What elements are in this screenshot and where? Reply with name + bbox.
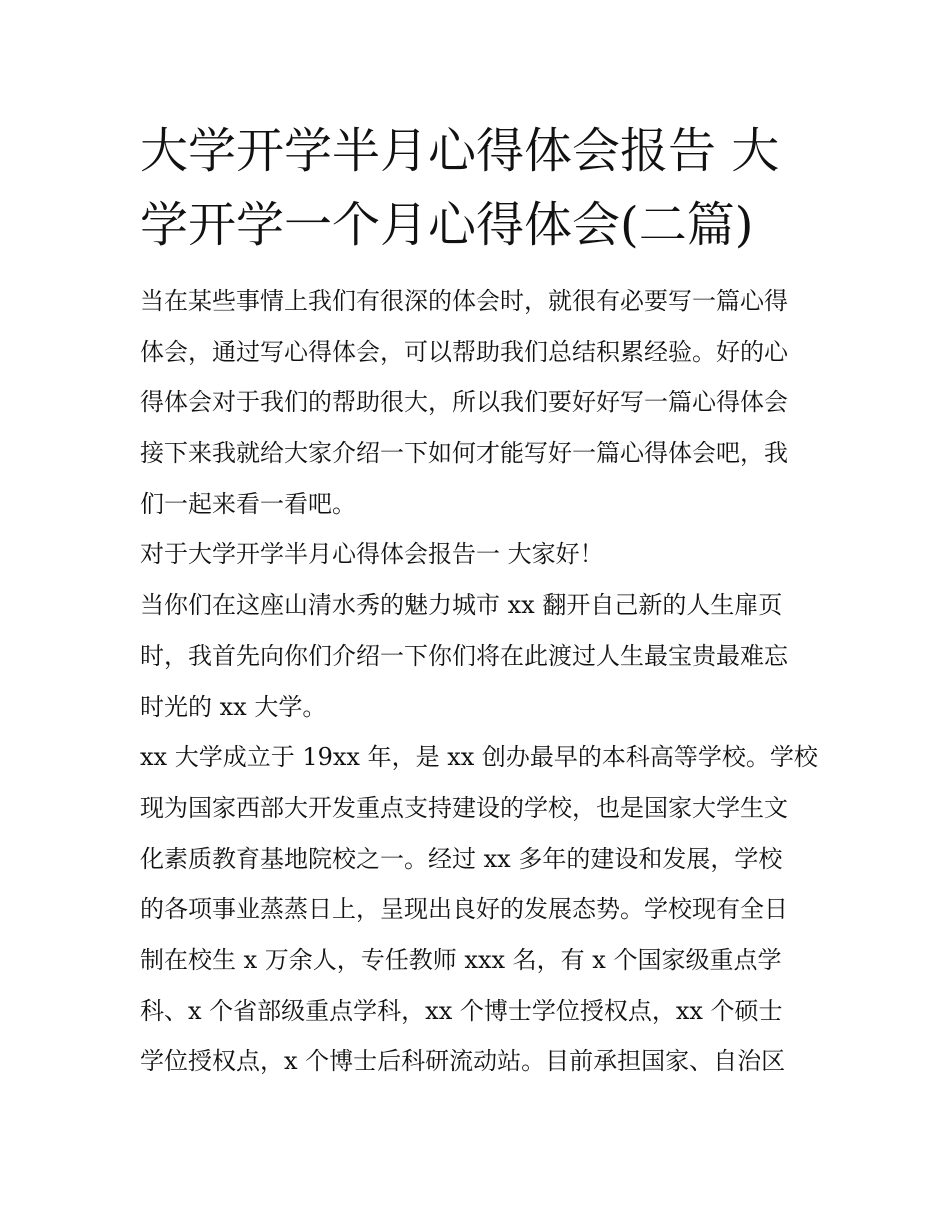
document-title xyxy=(140,114,815,262)
body-line-15: 科、x 个省部级重点学科，xx 个博士学位授权点，xx 个硕士 xyxy=(140,997,783,1025)
body-line-1: 当在某些事情上我们有很深的体会时，就很有必要写一篇心得 xyxy=(140,287,788,315)
body-line-6: 对于大学开学半月心得体会报告一 大家好！ xyxy=(140,540,604,568)
body-line-14: 制在校生 x 万余人，专任教师 xxx 名，有 x 个国家级重点学 xyxy=(140,946,782,974)
title-line-2: 学开学一个月心得体会(二篇) xyxy=(140,197,754,253)
body-line-3: 得体会对于我们的帮助很大，所以我们要好好写一篇心得体会 xyxy=(140,388,788,416)
body-line-5: 们一起来看一看吧。 xyxy=(140,490,356,518)
body-line-13: 的各项事业蒸蒸日上，呈现出良好的发展态势。学校现有全日 xyxy=(140,895,788,923)
body-line-2: 体会，通过写心得体会，可以帮助我们总结积累经验。好的心 xyxy=(140,338,788,366)
body-line-16: 学位授权点，x 个博士后科研流动站。目前承担国家、自治区 xyxy=(140,1047,786,1075)
body-line-12: 化素质教育基地院校之一。经过 xx 多年的建设和发展，学校 xyxy=(140,845,783,873)
body-line-9: 时光的 xx 大学。 xyxy=(140,693,327,721)
body-line-4: 接下来我就给大家介绍一下如何才能写好一篇心得体会吧，我 xyxy=(140,439,788,467)
body-line-8: 时，我首先向你们介绍一下你们将在此渡过人生最宝贵最难忘 xyxy=(140,642,788,670)
body-line-7: 当你们在这座山清水秀的魅力城市 xx 翻开自己新的人生扉页 xyxy=(140,591,783,619)
body-line-10: xx 大学成立于 19xx 年，是 xx 创办最早的本科高等学校。学校 xyxy=(140,743,818,771)
title-line-1: 大学开学半月心得体会报告 大 xyxy=(140,123,780,179)
body-line-11: 现为国家西部大开发重点支持建设的学校，也是国家大学生文 xyxy=(140,794,788,822)
